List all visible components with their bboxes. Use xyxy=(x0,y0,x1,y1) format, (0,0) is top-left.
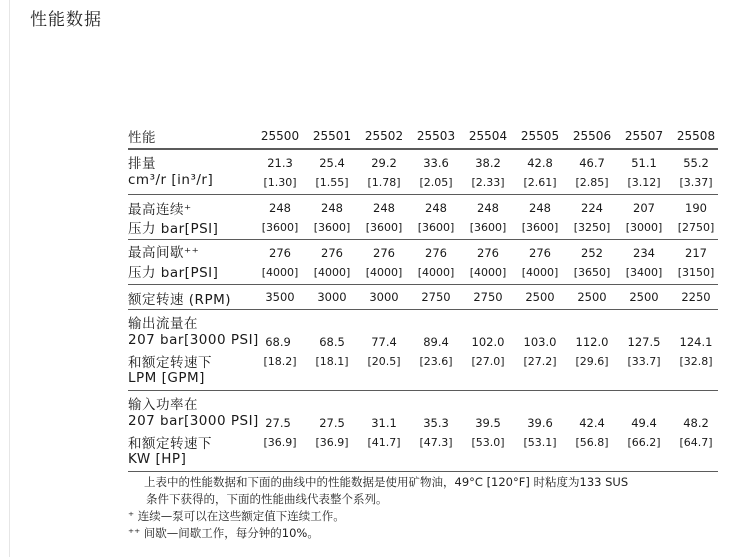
model-header: 25503 xyxy=(416,129,456,143)
table-cell: 252 xyxy=(581,246,603,260)
table-cell: [18.1] xyxy=(315,355,349,368)
table-cell: [20.5] xyxy=(367,355,401,368)
table-cell: 27.5 xyxy=(265,416,291,430)
table-cell: [3.37] xyxy=(679,176,713,189)
table-cell: 248 xyxy=(321,201,343,215)
table-cell: 248 xyxy=(529,201,551,215)
footnote-line: 条件下获得的，下面的性能曲线代表整个系列。 xyxy=(146,492,388,506)
table-cell: [3600] xyxy=(313,221,351,234)
table-cell: 42.4 xyxy=(579,416,605,430)
model-header: 25504 xyxy=(468,129,508,143)
table-cell: [53.1] xyxy=(523,436,557,449)
table-cell: [3600] xyxy=(261,221,299,234)
table-cell: [64.7] xyxy=(679,436,713,449)
table-cell: 103.0 xyxy=(523,335,557,349)
table-cell: 234 xyxy=(633,246,655,260)
table-cell: [3650] xyxy=(573,266,611,279)
row-label: 额定转速 (RPM) xyxy=(128,292,231,308)
table-cell: [2.61] xyxy=(523,176,557,189)
table-cell: [33.7] xyxy=(627,355,661,368)
table-cell: 2500 xyxy=(577,290,607,304)
row-label: 压力 bar[PSI] xyxy=(128,265,219,281)
model-header: 25501 xyxy=(312,129,352,143)
table-cell: [23.6] xyxy=(419,355,453,368)
table-cell: [4000] xyxy=(261,266,299,279)
table-cell: 248 xyxy=(425,201,447,215)
model-header: 25500 xyxy=(260,129,300,143)
footnote-continuous: ⁺ 连续—泵可以在这些额定值下连续工作。 xyxy=(128,509,345,523)
table-cell: [2.05] xyxy=(419,176,453,189)
table-cell: [3.12] xyxy=(627,176,661,189)
table-cell: [3250] xyxy=(573,221,611,234)
table-cell: [2750] xyxy=(677,221,715,234)
table-cell: 276 xyxy=(425,246,447,260)
row-label: 排量 xyxy=(128,156,156,172)
footnote-line: 上表中的性能数据和下面的曲线中的性能数据是使用矿物油，49°C [120°F] 时粘度为133 SUS xyxy=(144,475,629,489)
header-label: 性能 xyxy=(128,130,156,146)
table-cell: 29.2 xyxy=(371,156,397,170)
row-label: 207 bar[3000 PSI] xyxy=(128,332,259,348)
table-cell: [4000] xyxy=(469,266,507,279)
row-label: 最高连续⁺ xyxy=(128,202,192,218)
table-cell: 89.4 xyxy=(423,335,449,349)
table-cell: 217 xyxy=(685,246,707,260)
table-header-row xyxy=(128,124,718,150)
table-row-max-continuous xyxy=(128,195,718,240)
performance-table xyxy=(128,124,718,472)
table-row-output-flow xyxy=(128,310,718,391)
table-cell: [4000] xyxy=(365,266,403,279)
table-cell: 35.3 xyxy=(423,416,449,430)
model-header: 25507 xyxy=(624,129,664,143)
table-cell: 190 xyxy=(685,201,707,215)
footnotes xyxy=(128,474,628,542)
table-cell: 2500 xyxy=(525,290,555,304)
table-cell: 3000 xyxy=(317,290,347,304)
table-cell: 248 xyxy=(269,201,291,215)
table-cell: [27.2] xyxy=(523,355,557,368)
row-label: 压力 bar[PSI] xyxy=(128,221,219,237)
table-cell: 38.2 xyxy=(475,156,501,170)
table-cell: 25.4 xyxy=(319,156,345,170)
table-cell: 39.6 xyxy=(527,416,553,430)
page-title: 性能数据 xyxy=(30,10,102,30)
table-cell: 31.1 xyxy=(371,416,397,430)
table-cell: 49.4 xyxy=(631,416,657,430)
table-cell: [1.78] xyxy=(367,176,401,189)
table-cell: 276 xyxy=(269,246,291,260)
table-cell: [2.85] xyxy=(575,176,609,189)
table-cell: 77.4 xyxy=(371,335,397,349)
row-label: 最高间歇⁺⁺ xyxy=(128,245,200,261)
table-cell: 276 xyxy=(529,246,551,260)
table-cell: 248 xyxy=(477,201,499,215)
table-cell: [29.6] xyxy=(575,355,609,368)
table-cell: 276 xyxy=(477,246,499,260)
row-label: KW [HP] xyxy=(128,451,187,467)
table-row-max-intermittent xyxy=(128,240,718,285)
table-cell: [1.30] xyxy=(263,176,297,189)
table-cell: [32.8] xyxy=(679,355,713,368)
row-label: cm³/r [in³/r] xyxy=(128,172,214,188)
table-cell: 3000 xyxy=(369,290,399,304)
table-cell: [2.33] xyxy=(471,176,505,189)
table-cell: 2250 xyxy=(681,290,711,304)
table-cell: [4000] xyxy=(521,266,559,279)
table-cell: [4000] xyxy=(417,266,455,279)
model-header: 25505 xyxy=(520,129,560,143)
table-cell: 68.9 xyxy=(265,335,291,349)
table-cell: [3600] xyxy=(365,221,403,234)
table-cell: 48.2 xyxy=(683,416,709,430)
table-cell: [18.2] xyxy=(263,355,297,368)
table-cell: 2750 xyxy=(473,290,503,304)
row-label: 和额定转速下 xyxy=(128,436,212,452)
table-cell: 39.5 xyxy=(475,416,501,430)
table-cell: [3400] xyxy=(625,266,663,279)
model-header: 25502 xyxy=(364,129,404,143)
table-cell: 27.5 xyxy=(319,416,345,430)
table-cell: [36.9] xyxy=(263,436,297,449)
table-cell: 42.8 xyxy=(527,156,553,170)
table-cell: 276 xyxy=(373,246,395,260)
row-label: 207 bar[3000 PSI] xyxy=(128,413,259,429)
table-row-input-power xyxy=(128,391,718,472)
table-cell: [47.3] xyxy=(419,436,453,449)
table-cell: 112.0 xyxy=(575,335,609,349)
table-cell: [3150] xyxy=(677,266,715,279)
table-cell: 3500 xyxy=(265,290,295,304)
table-cell: [56.8] xyxy=(575,436,609,449)
table-cell: 46.7 xyxy=(579,156,605,170)
table-cell: [3600] xyxy=(521,221,559,234)
table-cell: 33.6 xyxy=(423,156,449,170)
row-label: LPM [GPM] xyxy=(128,370,205,386)
table-cell: 127.5 xyxy=(627,335,661,349)
table-row-rated-speed xyxy=(128,285,718,310)
table-cell: 207 xyxy=(633,201,655,215)
table-cell: 55.2 xyxy=(683,156,709,170)
table-cell: 248 xyxy=(373,201,395,215)
table-cell: 102.0 xyxy=(471,335,505,349)
table-cell: 124.1 xyxy=(679,335,713,349)
table-cell: [1.55] xyxy=(315,176,349,189)
model-header: 25506 xyxy=(572,129,612,143)
table-cell: [3600] xyxy=(417,221,455,234)
table-cell: 276 xyxy=(321,246,343,260)
left-border xyxy=(9,0,10,557)
row-label: 输入功率在 xyxy=(128,397,198,413)
table-cell: 68.5 xyxy=(319,335,345,349)
table-cell: 2500 xyxy=(629,290,659,304)
table-cell: [36.9] xyxy=(315,436,349,449)
table-cell: [3600] xyxy=(469,221,507,234)
table-cell: 2750 xyxy=(421,290,451,304)
footnote-intermittent: ⁺⁺ 间歇—间歇工作，每分钟的10%。 xyxy=(128,526,319,540)
table-cell: [41.7] xyxy=(367,436,401,449)
table-cell: 224 xyxy=(581,201,603,215)
table-cell: [27.0] xyxy=(471,355,505,368)
row-label: 输出流量在 xyxy=(128,316,198,332)
table-row-displacement xyxy=(128,150,718,195)
table-cell: [53.0] xyxy=(471,436,505,449)
table-cell: 51.1 xyxy=(631,156,657,170)
row-label: 和额定转速下 xyxy=(128,355,212,371)
table-cell: [66.2] xyxy=(627,436,661,449)
table-cell: [3000] xyxy=(625,221,663,234)
model-header: 25508 xyxy=(676,129,716,143)
table-cell: 21.3 xyxy=(267,156,293,170)
table-cell: [4000] xyxy=(313,266,351,279)
